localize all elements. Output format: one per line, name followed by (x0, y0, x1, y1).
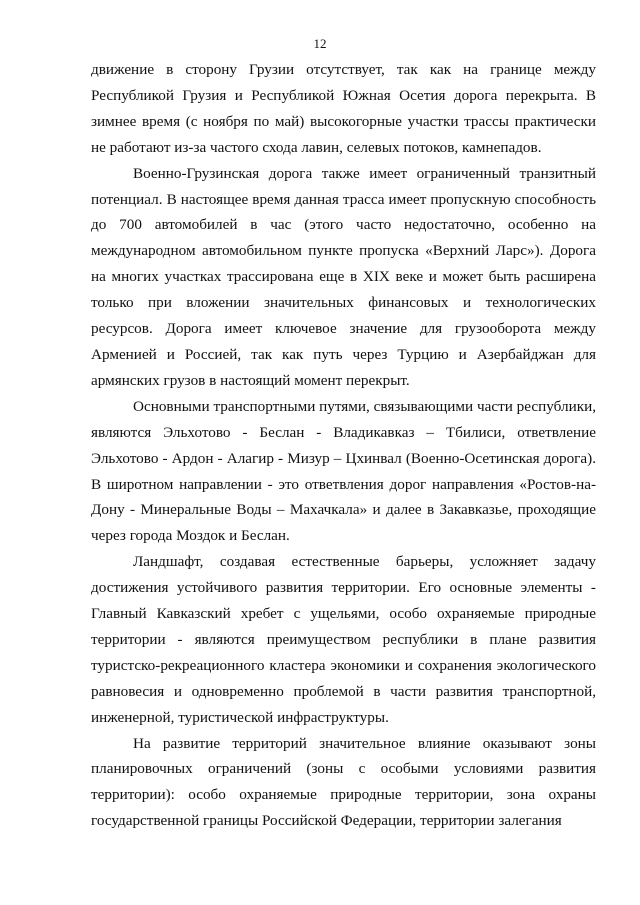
paragraph-planning-restrictions: На развитие территорий значительное влияние оказывают зоны планировочных ограничений (зоны с особыми условиями развития территории): особо охраняемые природные территории, зона охраны государственной границы Российской Федерации, территории залегания (91, 734, 596, 830)
paragraph-continuation: движение в сторону Грузии отсутствует, так как на границе между Республикой Грузия и Республикой Южная Осетия дорога перекрыта. В зимнее время (с ноября по май) высокогорные участки трассы практически не работают из-за частого схода лавин, селевых потоков, камнепадов. (91, 61, 596, 156)
page-number: 12 (313, 36, 327, 51)
paragraph-landscape: Ландшафт, создавая естественные барьеры, усложняет задачу достижения устойчивого развития территории. Его основные элементы - Главный Кавказский хребет с ущельями, особо охраняемые природные территории - являются преимуществом республики в плане развития туристско-рекреационного кластера экономики и сохранения экологического равновесия и одновременно проблемой в части развития транспортной, инженерной, туристической инфраструктуры. (91, 553, 596, 726)
document-body (91, 57, 596, 834)
paragraph-transport-routes: Основными транспортными путями, связывающими части республики, являются Эльхотово - Беслан - Владикавказ – Тбилиси, ответвление Эльхотово - Ардон - Алагир - Мизур – Цхинвал (Военно-Осетинская дорога). В широтном направлении - это ответвления дорог направления «Ростов-на-Дону - Минеральные Воды – Махачкала» и далее в Закавказье, проходящие через города Моздок и Беслан. (91, 397, 596, 545)
paragraph-georgian-military-road: Военно-Грузинская дорога также имеет ограниченный транзитный потенциал. В настоящее время данная трасса имеет пропускную способность до 700 автомобилей в час (этого часто недостаточно, особенно на международном автомобильном пункте пропуска «Верхний Ларс»). Дорога на многих участках трассирована еще в XIX веке и может быть расширена только при вложении значительных финансовых и технологических ресурсов. Дорога имеет ключевое значение для грузооборота между Арменией и Россией, так как путь через Турцию и Азербайджан для армянских грузов в настоящий момент перекрыт. (91, 164, 596, 389)
